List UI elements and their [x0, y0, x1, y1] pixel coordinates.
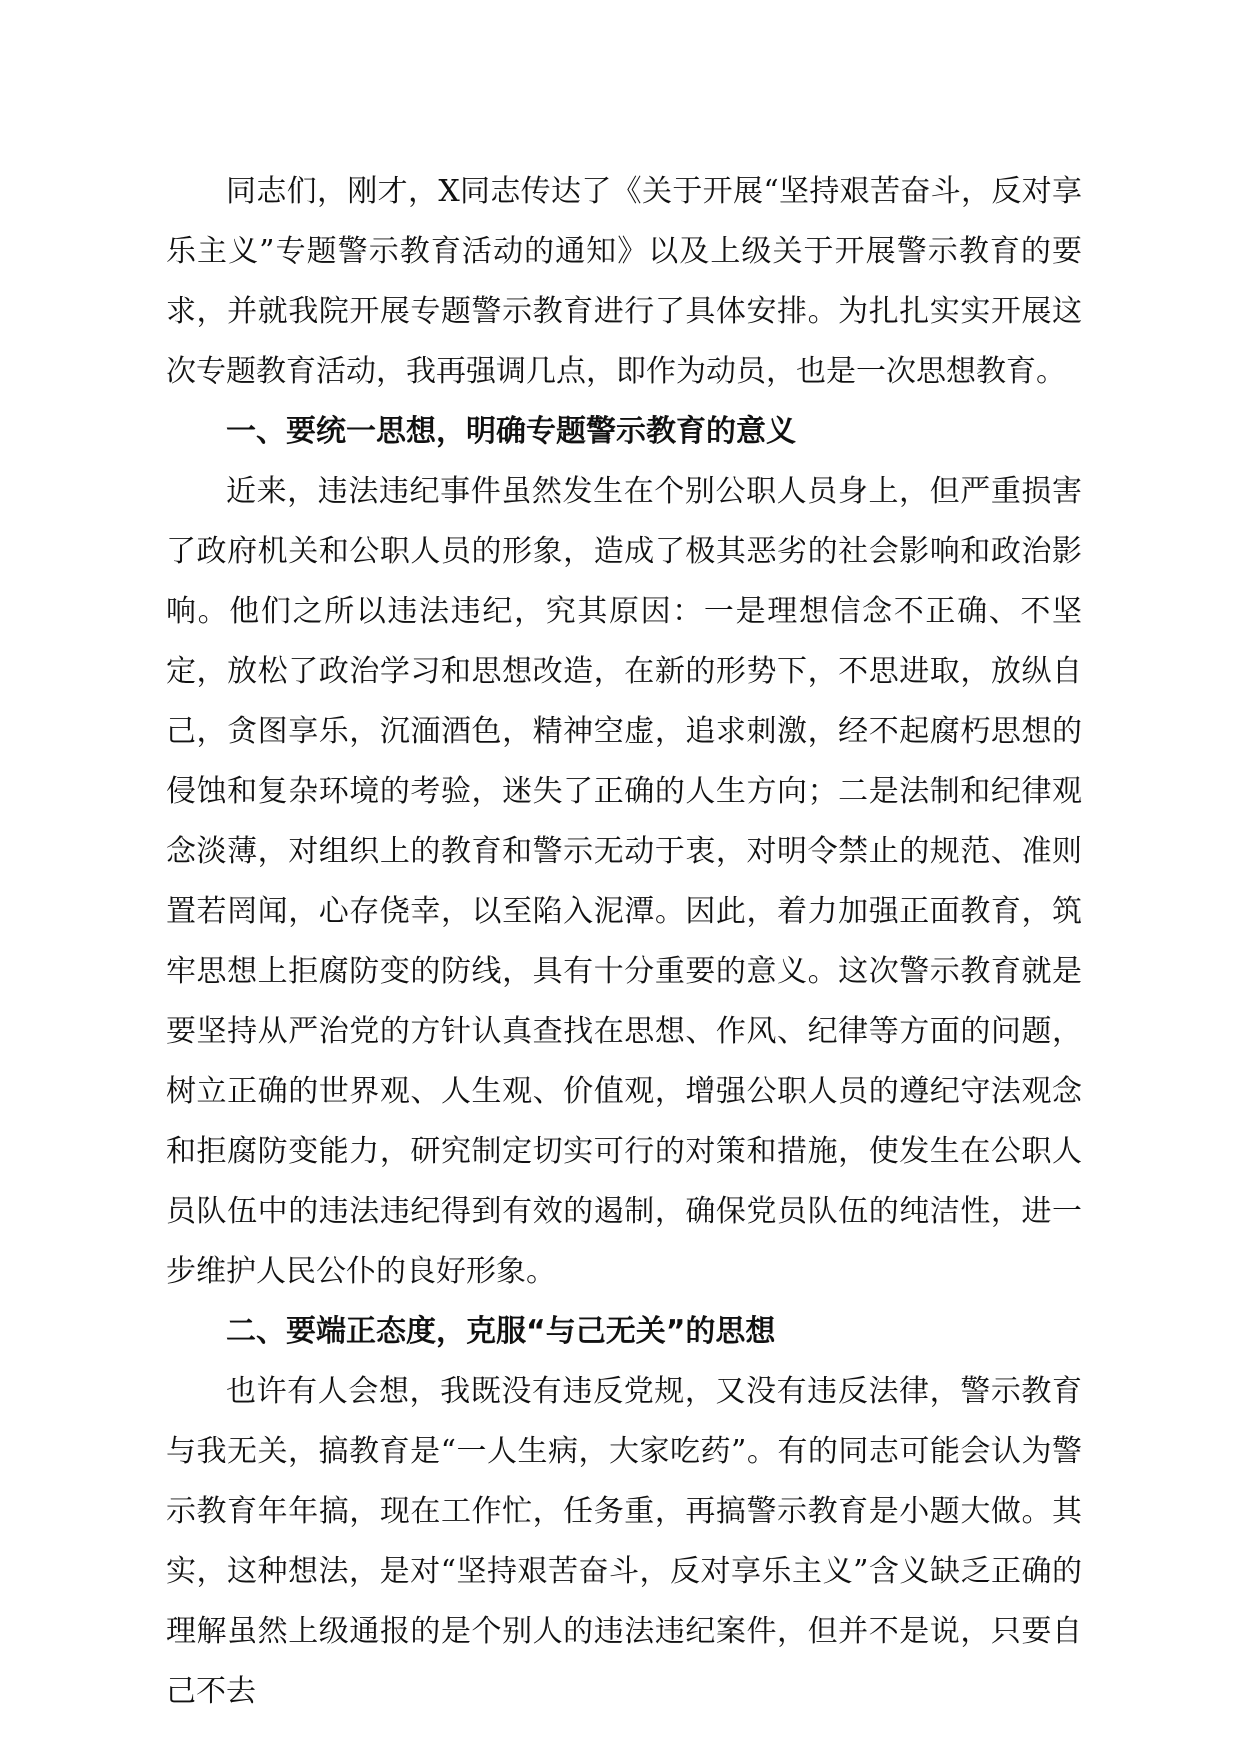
section-heading-2: 二、要端正态度，克服“与己无关”的思想	[226, 1314, 776, 1349]
paragraph-section-2: 也许有人会想，我既没有违反党规，又没有违反法律，警示教育与我无关，搞教育是“一人生病，大家吃药”。有的同志可能会认为警示教育年年搞，现在工作忙，任务重，再搞警示教育是小题大做。其实，这种想法，是对“坚持艰苦奋斗，反对享乐主义”含义缺乏正确的理解虽然上级通报的是个别人的违法违纪案件，但并不是说，只要自己不去	[166, 1374, 1082, 1709]
paragraph-intro: 同志们，刚才，X同志传达了《关于开展“坚持艰苦奋斗，反对享乐主义”专题警示教育活动的通知》以及上级关于开展警示教育的要求，并就我院开展专题警示教育进行了具体安排。为扎扎实实开展这次专题教育活动，我再强调几点，即作为动员，也是一次思想教育。	[166, 174, 1082, 389]
paragraph-section-1: 近来，违法违纪事件虽然发生在个别公职人员身上，但严重损害了政府机关和公职人员的形象，造成了极其恶劣的社会影响和政治影响。他们之所以违法违纪，究其原因：一是理想信念不正确、不坚定，放松了政治学习和思想改造，在新的形势下，不思进取，放纵自己，贪图享乐，沉湎酒色，精神空虚，追求刺激，经不起腐朽思想的侵蚀和复杂环境的考验，迷失了正确的人生方向；二是法制和纪律观念淡薄，对组织上的教育和警示无动于衷，对明令禁止的规范、准则置若罔闻，心存侥幸，以至陷入泥潭。因此，着力加强正面教育，筑牢思想上拒腐防变的防线，具有十分重要的意义。这次警示教育就是要坚持从严治党的方针认真查找在思想、作风、纪律等方面的问题，树立正确的世界观、人生观、价值观，增强公职人员的遵纪守法观念和拒腐防变能力，研究制定切实可行的对策和措施，使发生在公职人员队伍中的违法违纪得到有效的遏制，确保党员队伍的纯洁性，进一步维护人民公仆的良好形象。	[166, 474, 1082, 1289]
document-body	[166, 162, 1082, 1722]
section-heading-1: 一、要统一思想，明确专题警示教育的意义	[226, 414, 796, 449]
